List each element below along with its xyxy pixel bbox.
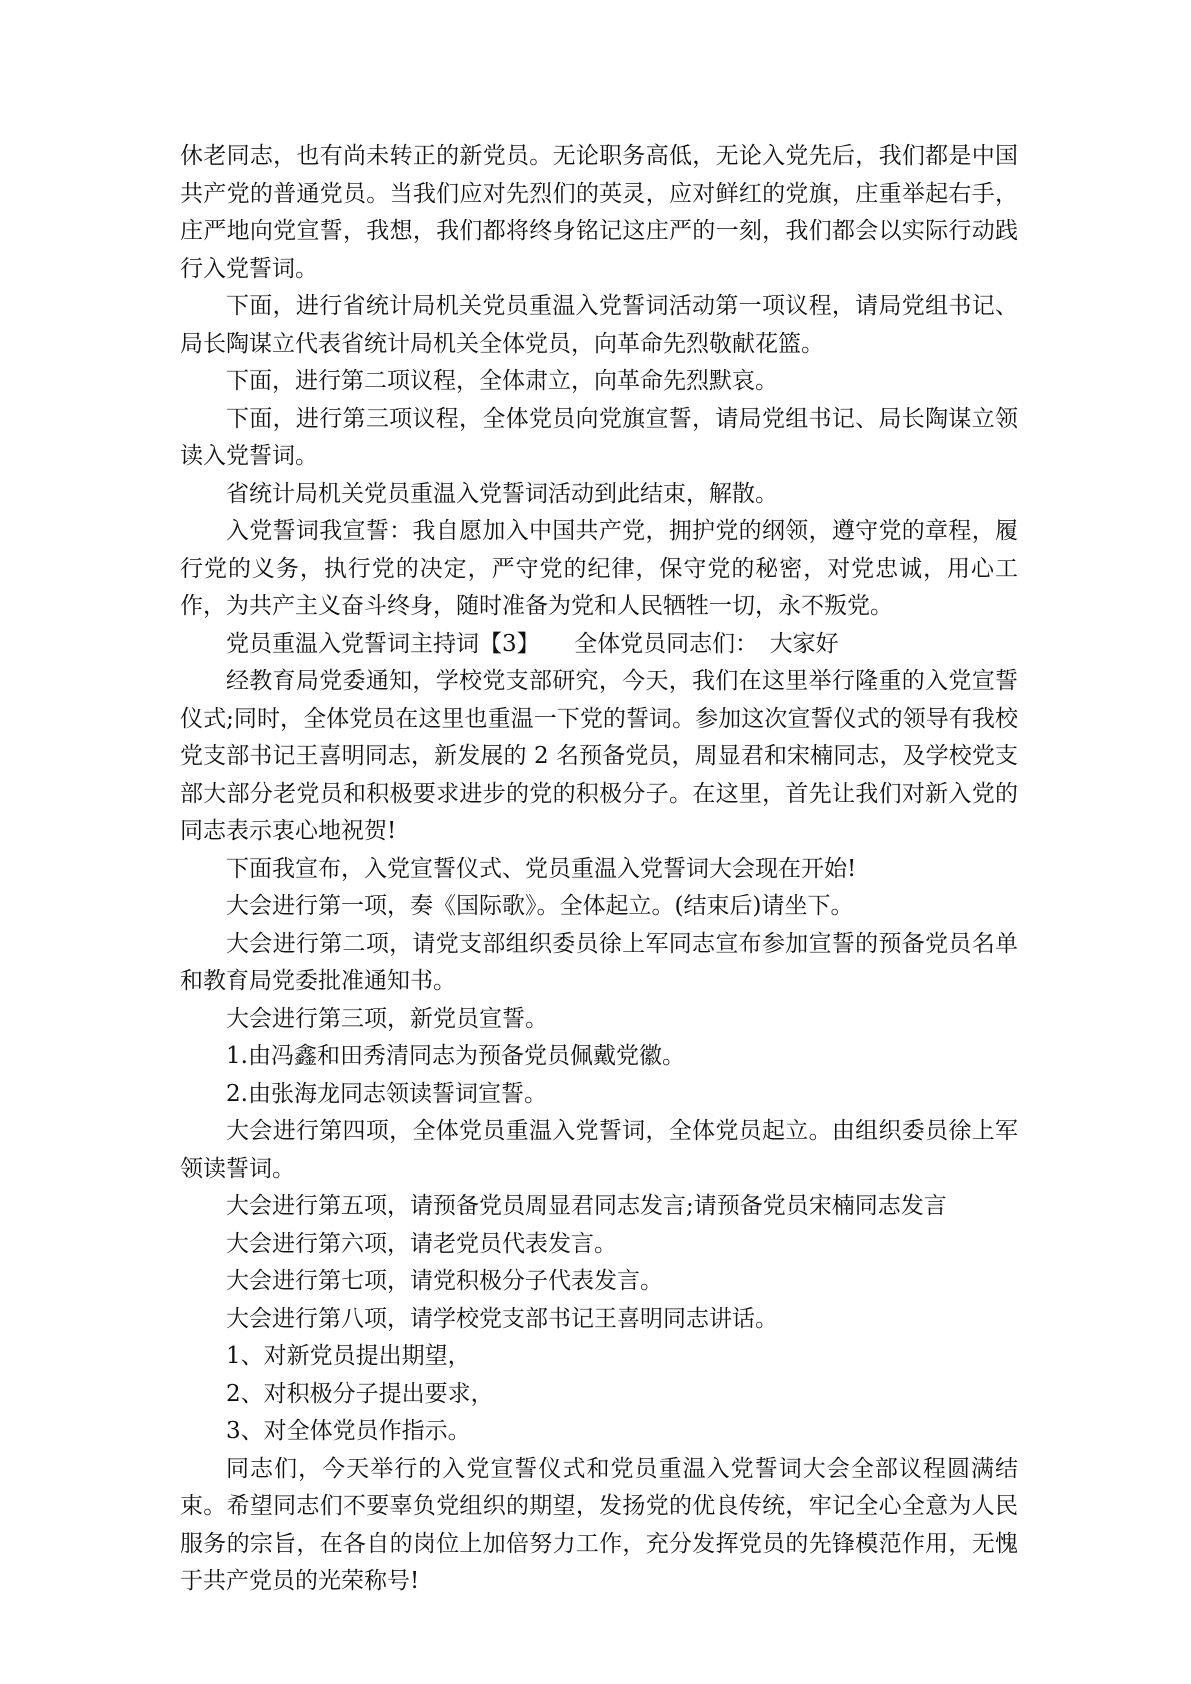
list-item: 3、对全体党员作指示。 [226, 1418, 471, 1444]
list-item: 1、对新党员提出期望， [226, 1343, 471, 1369]
paragraph: 下面，进行第二项议程，全体肃立，向革命先烈默哀。 [226, 368, 778, 394]
paragraph: 大会进行第四项，全体党员重温入党誓词，全体党员起立。由组织委员徐上军领读誓词。 [180, 1118, 1018, 1182]
paragraph: 休老同志，也有尚未转正的新党员。无论职务高低，无论入党先后，我们都是中国共产党的普通党员。当我们应对先烈们的英灵，应对鲜红的党旗，庄重举起右手，庄严地向党宣誓，我想，我们都将终身铭记这庄严的一刻，我们都会以实际行动践行入党誓词。 [180, 143, 1018, 282]
paragraph: 下面，进行省统计局机关党员重温入党誓词活动第一项议程，请局党组书记、局长陶谋立代表省统计局机关全体党员，向革命先烈敬献花篮。 [180, 293, 1018, 357]
paragraph: 大会进行第五项，请预备党员周显君同志发言;请预备党员宋楠同志发言 [226, 1193, 947, 1219]
paragraph: 下面，进行第三项议程，全体党员向党旗宣誓，请局党组书记、局长陶谋立领读入党誓词。 [180, 405, 1018, 469]
list-item: 1.由冯鑫和田秀清同志为预备党员佩戴党徽。 [226, 1043, 685, 1069]
paragraph: 大会进行第三项，新党员宣誓。 [226, 1005, 548, 1032]
paragraph: 下面我宣布，入党宣誓仪式、党员重温入党誓词大会现在开始! [226, 855, 857, 882]
list-item: 2.由张海龙同志领读誓词宣誓。 [226, 1080, 547, 1107]
list-item: 2、对积极分子提出要求， [226, 1380, 494, 1407]
paragraph: 大会进行第八项，请学校党支部书记王喜明同志讲话。 [226, 1305, 778, 1332]
section-heading: 党员重温入党誓词主持词【3】 全体党员同志们： 大家好 [226, 630, 839, 657]
paragraph: 大会进行第一项，奏《国际歌》。全体起立。(结束后)请坐下。 [226, 893, 854, 919]
paragraph: 大会进行第二项，请党支部组织委员徐上军同志宣布参加宣誓的预备党员名单和教育局党委批准通知书。 [180, 930, 1018, 994]
paragraph: 入党誓词我宣誓：我自愿加入中国共产党，拥护党的纲领，遵守党的章程，履行党的义务，执行党的决定，严守党的纪律，保守党的秘密，对党忠诚，用心工作，为共产主义奋斗终身，随时准备为党和人民牺牲一切，永不叛党。 [180, 518, 1018, 619]
paragraph: 大会进行第六项，请老党员代表发言。 [226, 1230, 617, 1257]
document-page [180, 138, 1018, 1601]
paragraph: 经教育局党委通知，学校党支部研究，今天，我们在这里举行隆重的入党宣誓仪式;同时，全体党员在这里也重温一下党的誓词。参加这次宣誓仪式的领导有我校党支部书记王喜明同志，新发展的 2 名预备党员，周显君和宋楠同志，及学校党支部大部分老党员和积极要求进步的党的积极分子。在这里，首先让我们对新入党的同志表示衷心地祝贺! [180, 668, 1018, 844]
paragraph: 大会进行第七项，请党积极分子代表发言。 [226, 1268, 663, 1294]
paragraph: 省统计局机关党员重温入党誓词活动到此结束，解散。 [226, 480, 778, 507]
paragraph: 同志们，今天举行的入党宣誓仪式和党员重温入党誓词大会全部议程圆满结束。希望同志们不要辜负党组织的期望，发扬党的优良传统，牢记全心全意为人民服务的宗旨，在各自的岗位上加倍努力工作，充分发挥党员的先锋模范作用，无愧于共产党员的光荣称号! [180, 1455, 1018, 1594]
